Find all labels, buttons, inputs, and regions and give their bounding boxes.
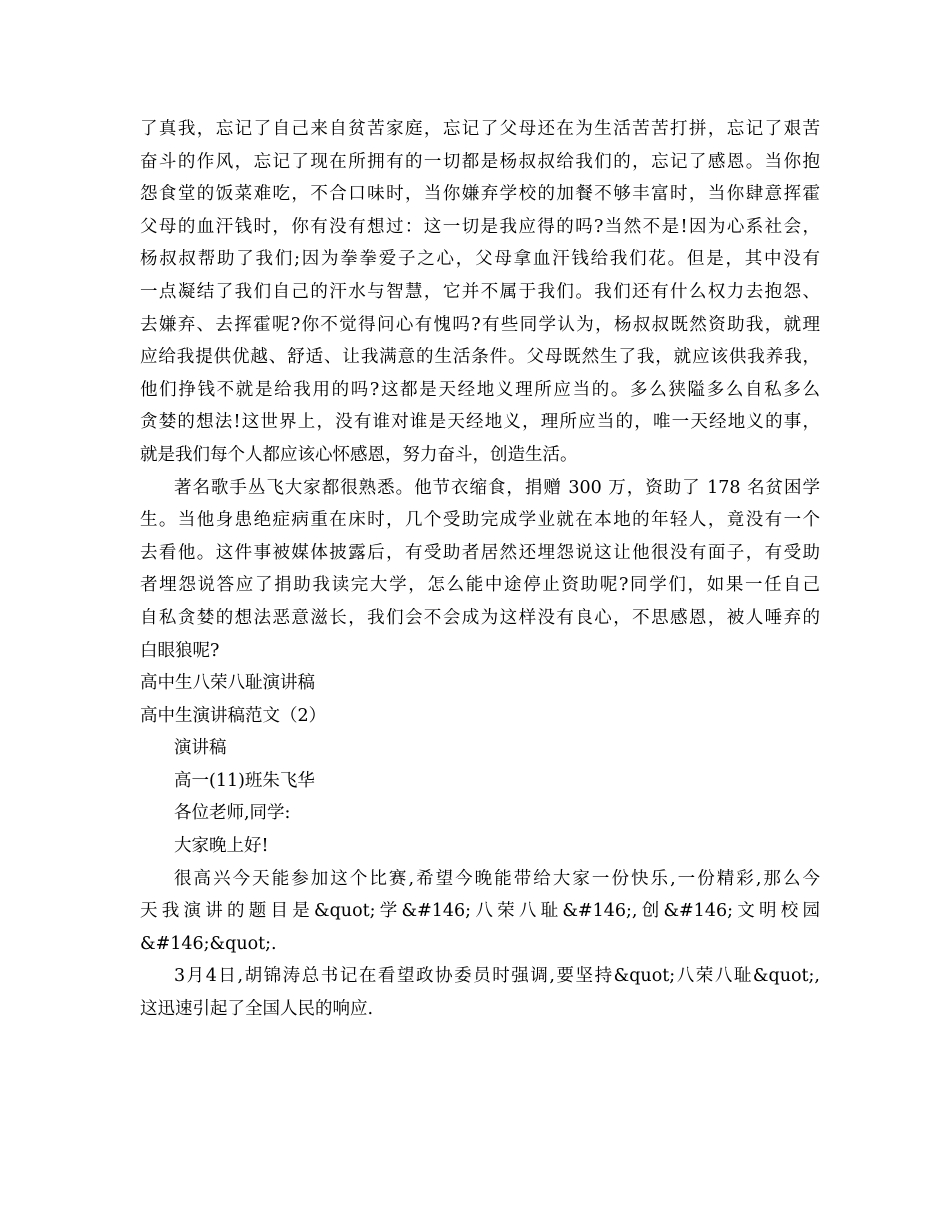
text-line: &#146;&quot;.	[140, 933, 277, 954]
text-line: 应给我提供优越、舒适、让我满意的生活条件。父母既然生了我，就应该供我养我，	[140, 347, 820, 368]
text-line: 著名歌手丛飞大家都很熟悉。他节衣缩食，捐赠 300 万，资助了 178 名贫困学	[174, 477, 820, 498]
text-line: 天我演讲的题目是&quot;学&#146;八荣八耻&#146;,创&#146;文明校园	[140, 901, 820, 922]
greeting-line: 各位老师,同学:	[174, 803, 291, 824]
text-line: 自私贪婪的想法恶意滋长，我们会不会成为这样没有良心，不思感恩，被人唾弃的	[140, 607, 820, 628]
text-line: 3月4日,胡锦涛总书记在看望政协委员时强调,要坚持&quot;八荣八耻&quot;,	[174, 966, 820, 987]
text-line: 了真我，忘记了自己来自贫苦家庭，忘记了父母还在为生活苦苦打拼，忘记了艰苦	[140, 119, 820, 139]
greeting-line: 大家晚上好!	[174, 836, 269, 857]
text-line: 一点凝结了我们自己的汗水与智慧，它并不属于我们。我们还有什么权力去抱怨、	[140, 281, 820, 302]
text-line: 这迅速引起了全国人民的响应.	[140, 999, 374, 1020]
text-line: 去看他。这件事被媒体披露后，有受助者居然还埋怨说这让他很没有面子，有受助	[140, 542, 820, 563]
section-title: 高中生八荣八耻演讲稿	[140, 673, 315, 694]
speaker-line: 高一(11)班朱飞华	[174, 770, 315, 791]
text-line: 去嫌弃、去挥霍呢?你不觉得问心有愧吗?有些同学认为，杨叔叔既然资助我，就理	[140, 314, 820, 335]
text-line: 就是我们每个人都应该心怀感恩，努力奋斗，创造生活。	[140, 444, 578, 465]
text-line: 他们挣钱不就是给我用的吗?这都是天经地义理所应当的。多么狭隘多么自私多么	[140, 379, 820, 400]
text-line: 父母的血汗钱时，你有没有想过：这一切是我应得的吗?当然不是!因为心系社会，	[140, 216, 820, 237]
text-line: 奋斗的作风，忘记了现在所拥有的一切都是杨叔叔给我们的，忘记了感恩。当你抱	[140, 151, 820, 172]
speech-heading: 演讲稿	[174, 738, 227, 759]
text-line: 者埋怨说答应了捐助我读完大学，怎么能中途停止资助呢?同学们，如果一任自己	[140, 575, 820, 596]
text-line: 怨食堂的饭菜难吃，不合口味时，当你嫌弃学校的加餐不够丰富时，当你肆意挥霍	[140, 184, 820, 205]
text-line: 贪婪的想法!这世界上，没有谁对谁是天经地义，理所应当的，唯一天经地义的事，	[140, 412, 820, 433]
text-line: 杨叔叔帮助了我们;因为拳拳爱子之心，父母拿血汗钱给我们花。但是，其中没有	[140, 249, 820, 270]
section-title: 高中生演讲稿范文（2）	[140, 705, 327, 726]
text-line: 生。当他身患绝症病重在床时，几个受助完成学业就在本地的年轻人，竟没有一个	[140, 510, 820, 531]
text-line: 很高兴今天能参加这个比赛,希望今晚能带给大家一份快乐,一份精彩,那么今	[174, 868, 820, 889]
text-line: 白眼狼呢?	[140, 640, 220, 661]
document-page	[140, 113, 820, 1026]
